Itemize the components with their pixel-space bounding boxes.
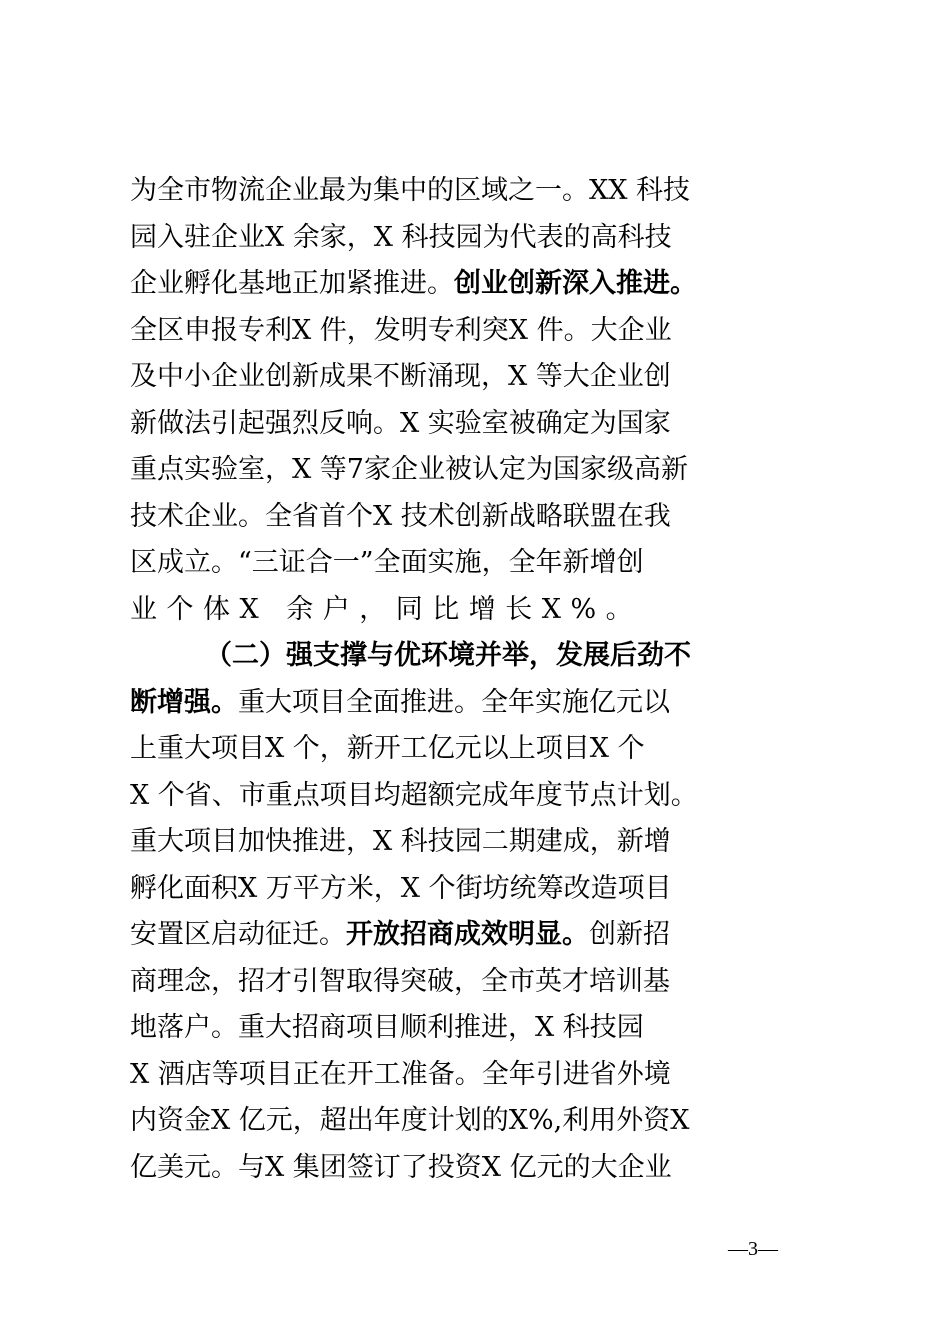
- text-line: [130, 912, 830, 959]
- text-line: [130, 959, 830, 1006]
- text-line: [130, 1005, 830, 1052]
- body-text: X 个省、市重点项目均超额完成年度节点计划。: [130, 779, 698, 811]
- text-line: [130, 680, 830, 727]
- text-line: [130, 866, 830, 913]
- text-line: [130, 215, 830, 262]
- body-text: 园入驻企业X 余家，X 科技园为代表的高科技: [130, 221, 672, 253]
- bold-heading-text: 断增强。: [130, 686, 238, 718]
- body-text: 商理念，招才引智取得突破，全市英才培训基: [130, 965, 670, 997]
- bold-heading-text: （二）强支撑与优环境并举，发展后劲不: [205, 640, 691, 671]
- body-text: 亿美元。与X 集团签订了投资X 亿元的大企业: [130, 1151, 672, 1183]
- text-line: [130, 494, 830, 541]
- bold-heading-text: 创业创新深入推进。: [454, 268, 697, 299]
- body-text: 全区申报专利X 件，发明专利突X 件。大企业: [130, 314, 672, 346]
- text-line: [130, 773, 830, 820]
- body-text: 技术企业。全省首个X 技术创新战略联盟在我: [130, 500, 671, 532]
- text-line: [130, 261, 830, 308]
- text-line: [130, 1098, 830, 1145]
- body-text: 安置区启动征迁。: [130, 919, 346, 950]
- text-line: [130, 1145, 830, 1192]
- text-line: [130, 447, 830, 494]
- text-line: [130, 1052, 830, 1099]
- body-text: 上重大项目X 个，新开工亿元以上项目X 个: [130, 733, 645, 764]
- text-line: [130, 401, 830, 448]
- text-line: [130, 726, 830, 773]
- body-text: 重点实验室，X 等7家企业被认定为国家级高新: [130, 454, 688, 485]
- body-text: 区成立。“三证合一”全面实施，全年新增创: [130, 547, 644, 578]
- bold-heading-text: 开放招商成效明显。: [346, 919, 589, 950]
- body-text: 为全市物流企业最为集中的区域之一。XX 科技: [130, 175, 691, 206]
- text-line: [130, 633, 830, 680]
- body-text: 重大项目加快推进，X 科技园二期建成，新增: [130, 826, 671, 857]
- body-text: 内资金X 亿元，超出年度计划的X%,利用外资X: [130, 1105, 690, 1136]
- body-text: 孵化面积X 万平方米，X 个街坊统筹改造项目: [130, 872, 672, 904]
- document-body: [130, 168, 830, 1191]
- body-text: 新做法引起强烈反响。X 实验室被确定为国家: [130, 407, 671, 439]
- body-text: 业个体X 余户，同比增长X%。: [130, 593, 643, 625]
- body-text: 及中小企业创新成果不断涌现，X 等大企业创: [130, 361, 671, 392]
- body-text: 创新招: [589, 919, 670, 950]
- body-text: 企业孵化基地正加紧推进。: [130, 268, 454, 299]
- page-number: —3—: [728, 1238, 778, 1260]
- text-line: [130, 308, 830, 355]
- body-text: 地落户。重大招商项目顺利推进，X 科技园: [130, 1012, 644, 1043]
- text-line: [130, 587, 830, 634]
- text-line: [130, 354, 830, 401]
- text-line: [130, 819, 830, 866]
- text-line: [130, 540, 830, 587]
- body-text: X 酒店等项目正在开工准备。全年引进省外境: [130, 1058, 671, 1090]
- text-line: [130, 168, 830, 215]
- body-text: 重大项目全面推进。全年实施亿元以: [238, 686, 670, 718]
